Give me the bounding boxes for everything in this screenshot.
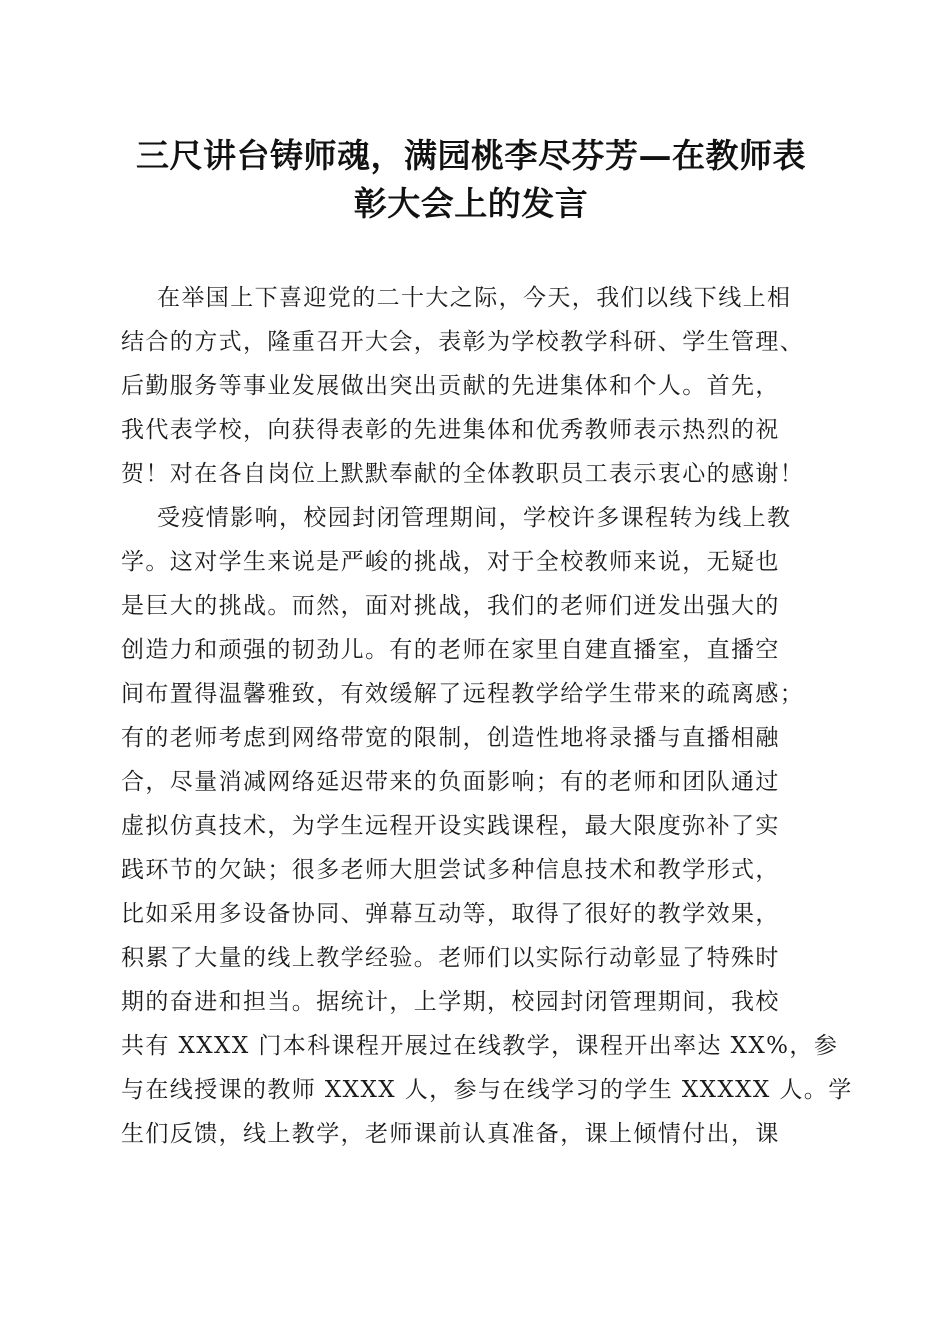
text-line: 践环节的欠缺；很多老师大胆尝试多种信息技术和教学形式， [121, 857, 780, 883]
text-line: 共有 XXXX 门本科课程开展过在线教学，课程开出率达 XX%，参 [121, 1033, 839, 1059]
text-line: 积累了大量的线上教学经验。老师们以实际行动彰显了特殊时 [121, 945, 780, 971]
text-line: 受疫情影响，校园封闭管理期间，学校许多课程转为线上教 [157, 505, 792, 531]
text-line: 间布置得温馨雅致，有效缓解了远程教学给学生带来的疏离感； [121, 681, 805, 707]
text-line: 与在线授课的教师 XXXX 人，参与在线学习的学生 XXXXX 人。学 [121, 1077, 853, 1103]
text-line: 学。这对学生来说是严峻的挑战，对于全校教师来说，无疑也 [121, 549, 780, 575]
text-line: 合，尽量消减网络延迟带来的负面影响；有的老师和团队通过 [121, 769, 780, 795]
text-line: 是巨大的挑战。而然，面对挑战，我们的老师们迸发出强大的 [121, 593, 780, 619]
text-line: 创造力和顽强的韧劲儿。有的老师在家里自建直播室，直播空 [121, 637, 780, 663]
text-line: 在举国上下喜迎党的二十大之际，今天，我们以线下线上相 [157, 285, 792, 311]
text-line: 期的奋进和担当。据统计，上学期，校园封闭管理期间，我校 [121, 989, 780, 1015]
text-line: 结合的方式，隆重召开大会，表彰为学校教学科研、学生管理、 [121, 329, 805, 355]
text-line: 我代表学校，向获得表彰的先进集体和优秀教师表示热烈的祝 [121, 417, 780, 443]
document-body [121, 276, 853, 1156]
text-line: 贺！对在各自岗位上默默奉献的全体教职员工表示衷心的感谢！ [121, 461, 805, 487]
text-line: 后勤服务等事业发展做出突出贡献的先进集体和个人。首先， [121, 373, 780, 399]
text-line: 生们反馈，线上教学，老师课前认真准备，课上倾情付出，课 [121, 1121, 780, 1147]
paragraph-2 [121, 496, 853, 1156]
document-title [100, 132, 842, 228]
text-line: 虚拟仿真技术，为学生远程开设实践课程，最大限度弥补了实 [121, 813, 780, 839]
text-line: 有的老师考虑到网络带宽的限制，创造性地将录播与直播相融 [121, 725, 780, 751]
paragraph-1 [121, 276, 841, 496]
title-line: 三尺讲台铸师魂，满园桃李尽芬芳—在教师表 [136, 136, 806, 175]
title-line: 彰大会上的发言 [353, 184, 589, 223]
text-line: 比如采用多设备协同、弹幕互动等，取得了很好的教学效果， [121, 901, 780, 927]
